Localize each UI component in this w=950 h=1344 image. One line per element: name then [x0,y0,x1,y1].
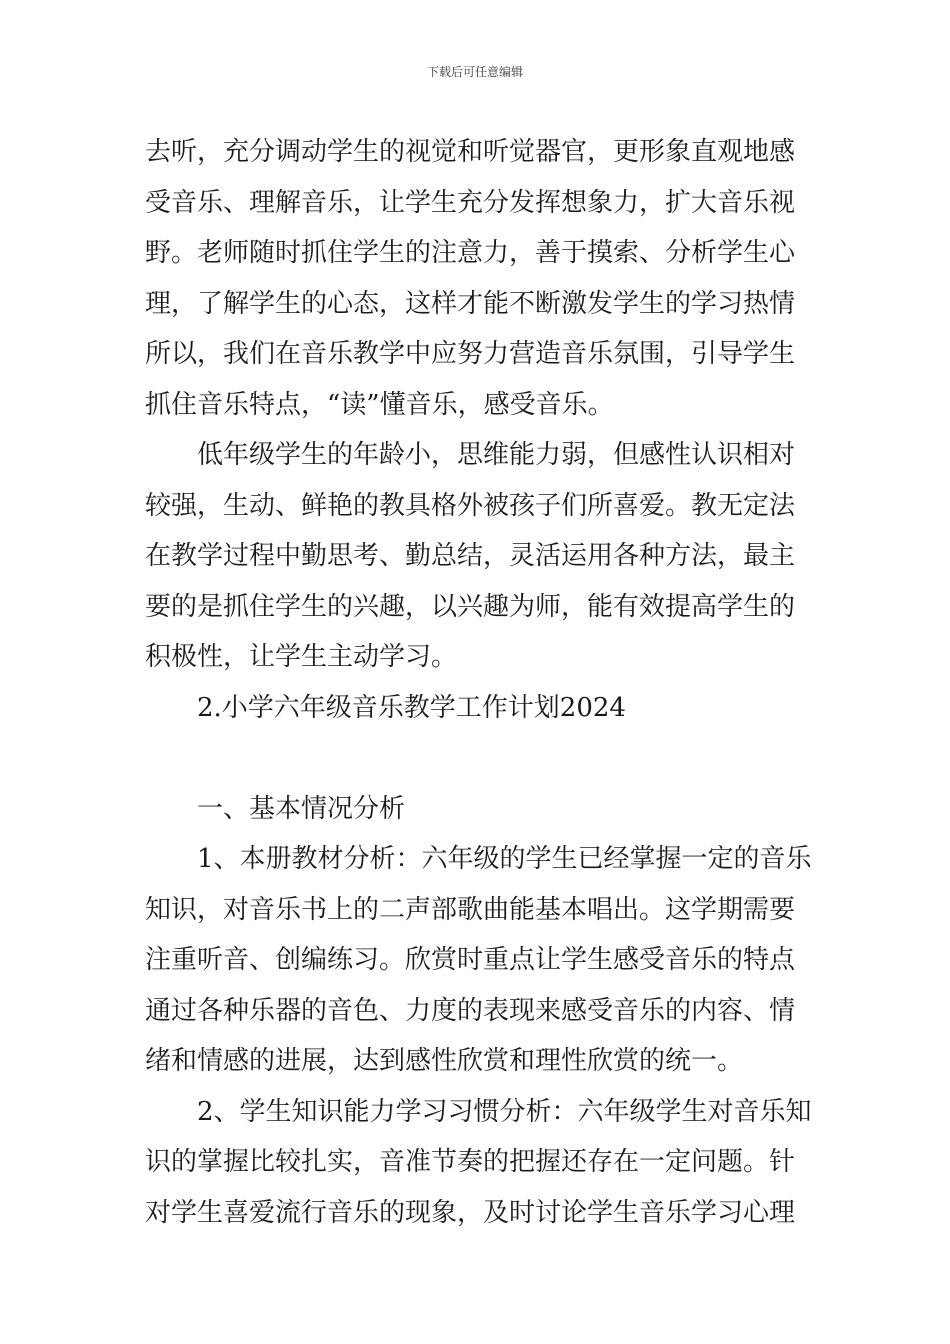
text-line: 抓住音乐特点，“读”懂音乐，感受音乐。 [145,389,614,420]
text-line: 注重听音、创编练习。欣赏时重点让学生感受音乐的特点 [145,945,796,975]
text-line: 通过各种乐器的音色、力度的表现来感受音乐的内容、情 [145,995,796,1026]
text-line: 野。老师随时抓住学生的注意力，善于摸索、分析学生心 [145,238,796,268]
text-line: 受音乐、理解音乐，让学生充分发挥想象力，扩大音乐视 [145,187,796,218]
text-line: 理，了解学生的心态，这样才能不断激发学生的学习热情 [145,288,796,319]
text-line: 在教学过程中勤思考、勤总结，灵活运用各种方法，最主 [145,541,796,571]
text-line: 识的掌握比较扎实，音准节奏的把握还存在一定问题。针 [145,1147,796,1177]
blank-line [145,733,815,784]
text-line: 所以，我们在音乐教学中应努力营造音乐氛围，引导学生 [145,339,796,369]
paragraph-first-line: 1、本册教材分析：六年级的学生已经掌握一定的音乐 [197,844,812,874]
section-heading: 2.小学六年级音乐教学工作计划2024 [197,692,626,723]
subsection-heading: 一、基本情况分析 [197,793,406,824]
text-line: 知识，对音乐书上的二声部歌曲能基本唱出。这学期需要 [145,894,796,925]
text-line: 积极性，让学生主动学习。 [145,642,458,672]
paragraph-first-line: 低年级学生的年龄小，思维能力弱，但感性认识相对 [197,440,796,470]
text-line: 对学生喜爱流行音乐的现象，及时讨论学生音乐学习心理 [145,1197,796,1228]
text-line: 绪和情感的进展，达到感性欣赏和理性欣赏的统一。 [145,1046,744,1076]
document-body [145,127,815,1238]
text-line: 较强，生动、鲜艳的教具格外被孩子们所喜爱。教无定法 [145,490,796,521]
paragraph-first-line: 2、学生知识能力学习习惯分析：六年级学生对音乐知 [197,1096,812,1127]
page-header: 下载后可任意编辑 [426,65,523,79]
text-line: 去听，充分调动学生的视觉和听觉器官，更形象直观地感 [145,137,796,167]
text-line: 要的是抓住学生的兴趣，以兴趣为师，能有效提高学生的 [145,591,796,622]
